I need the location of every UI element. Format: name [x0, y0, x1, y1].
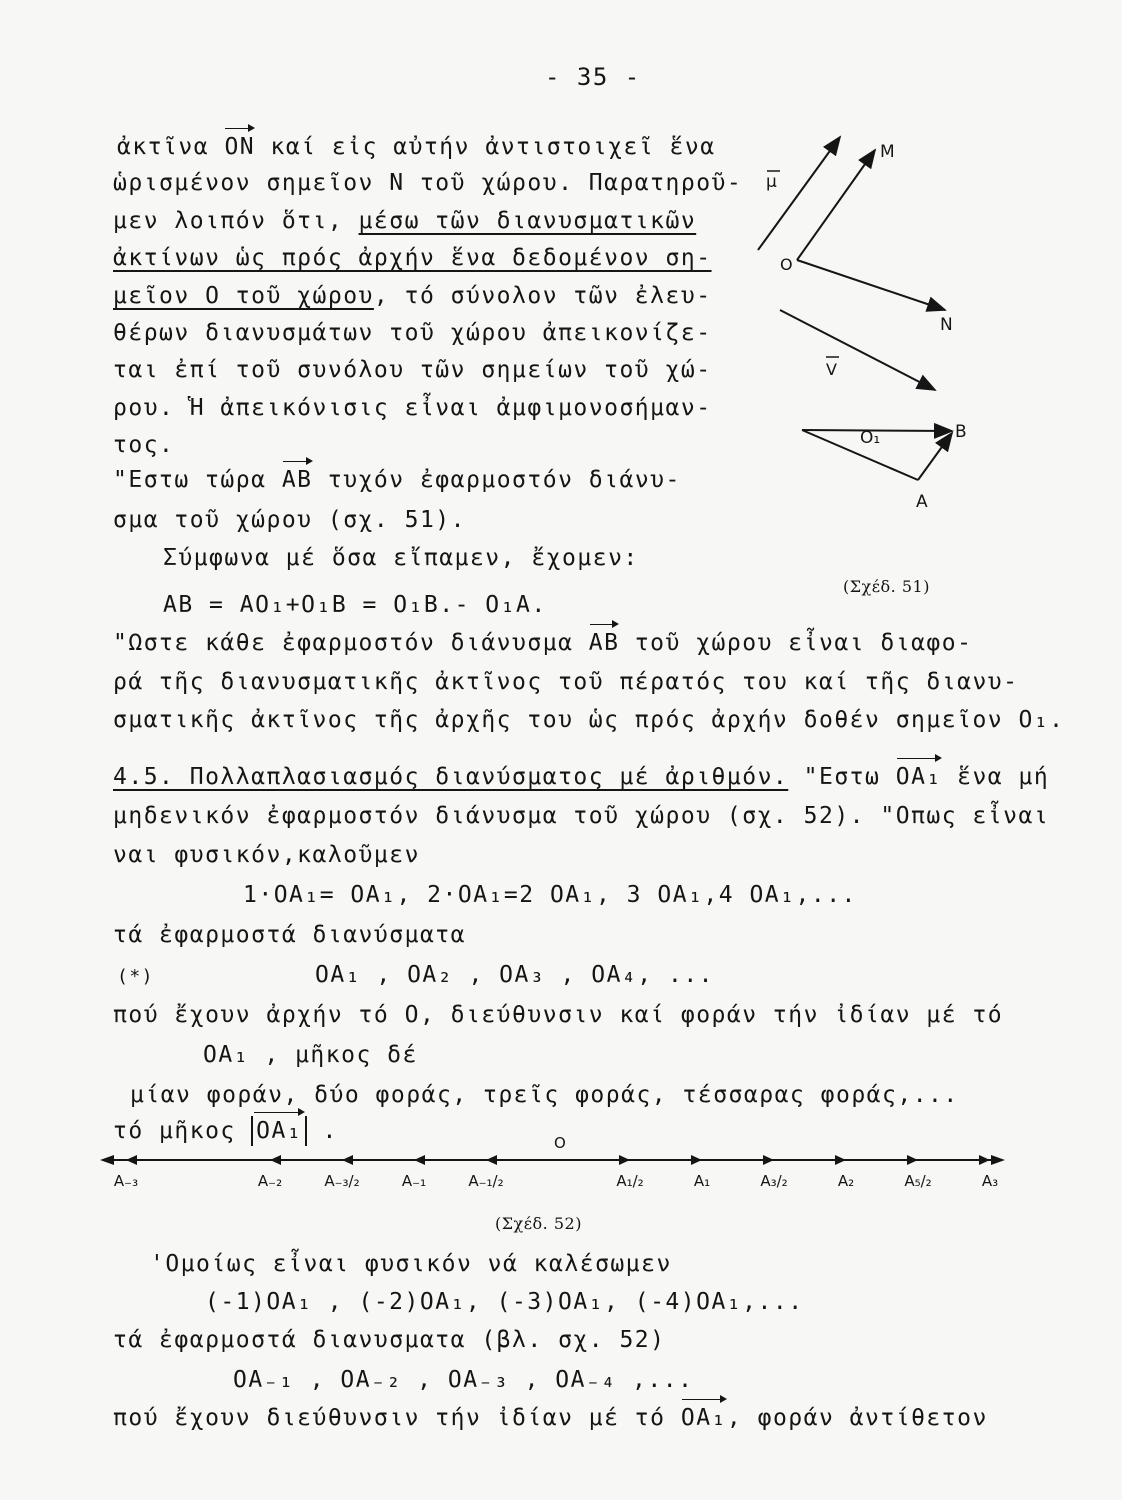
text-line-9: τος.	[113, 432, 175, 458]
point-label-2: A₋₃/₂	[324, 1172, 360, 1190]
label-O: O	[780, 255, 793, 274]
point-label-3: A₋₁	[401, 1172, 427, 1190]
free-vector-v	[780, 310, 935, 390]
text-line-2: ὡρισμένον σημεῖον Ν τοῦ χώρου. Παρατηροῦ-	[113, 170, 743, 196]
star-marker: (*)	[117, 966, 155, 987]
label-v: V	[826, 360, 837, 379]
point-arrow-0	[126, 1155, 137, 1165]
vector-AB-arrow	[918, 433, 952, 480]
text-line-15: σματικῆς ἀκτῖνος τῆς ἀρχῆς του ὡς πρός ἀρχήν δοθέν σημεῖον Ο₁.	[113, 707, 1065, 733]
axis-right-arrow	[991, 1155, 1005, 1165]
label-M: M	[880, 142, 895, 162]
text-line-27: 'Ομοίως εἶναι φυσικόν νά καλέσωμεν	[150, 1251, 672, 1277]
equation-multiples: 1·ΟΑ₁= ΟΑ₁, 2·ΟΑ₁=2 ΟΑ₁, 3 ΟΑ₁,4 ΟΑ₁,...	[243, 882, 857, 908]
point-arrow-1	[270, 1155, 281, 1165]
text-line-18: ναι φυσικόν,καλοῦμεν	[113, 842, 420, 868]
text-line-5: μεῖον Ο τοῦ χώρου, τό σύνολον τῶν ἐλευ-	[113, 283, 712, 309]
point-label-4: A₋₁/₂	[468, 1172, 504, 1190]
text-line-4: ἀκτίνων ὡς πρός ἀρχήν ἕνα δεδομένον ση-	[113, 245, 712, 271]
point-label-0: A₋₃	[113, 1172, 139, 1190]
text-line-24: ΟΑ₁ , μῆκος δέ	[203, 1042, 418, 1068]
text-line-17: μηδενικόν ἐφαρμοστόν διάνυσμα τοῦ χώρου (σχ. 52). "Οπως εἶναι	[113, 803, 1050, 829]
text-line-6: θέρων διανυσμάτων τοῦ χώρου ἀπεικονίζε-	[113, 320, 712, 346]
point-label-5: A₁/₂	[616, 1172, 644, 1190]
text-line-31: πού ἔχουν διεύθυνσιν τήν ἰδίαν μέ τό ΟΑ₁, φοράν ἀντίθετον	[113, 1405, 988, 1431]
point-arrow-6	[691, 1155, 702, 1165]
vector-list: ΟΑ₁ , ΟΑ₂ , ΟΑ₃ , ΟΑ₄, ...	[315, 962, 715, 988]
label-B: B	[955, 422, 967, 442]
text-line-23: πού ἔχουν ἀρχήν τό Ο, διεύθυνσιν καί φοράν τήν ἰδίαν μέ τό	[113, 1002, 1004, 1028]
equation-AB: ΑΒ = ΑΟ₁+Ο₁Β = Ο₁Β.- Ο₁Α.	[163, 592, 547, 618]
free-vector-mu	[758, 137, 840, 250]
point-label-9: A₅/₂	[904, 1172, 932, 1190]
text-line-1: ἀκτῖνα ΟΝ καί εἰς αὐτήν ἀντιστοιχεῖ ἕνα	[117, 134, 716, 160]
norm-OA1: ΟΑ₁	[251, 1116, 307, 1146]
fig51-caption: (Σχέδ. 51)	[843, 577, 930, 596]
origin-label: O	[554, 1134, 566, 1152]
axis-left-arrow	[100, 1155, 114, 1165]
text-line-13: "Ωστε κάθε ἐφαρμοστόν διάνυσμα ΑΒ τοῦ χώρου εἶναι διαφο-	[113, 630, 973, 656]
point-arrow-3	[414, 1155, 425, 1165]
text-line-20: τά ἐφαρμοστά διανύσματα	[113, 922, 466, 948]
point-arrow-2	[342, 1155, 353, 1165]
point-label-7: A₃/₂	[760, 1172, 788, 1190]
point-label-10: A₃	[981, 1172, 999, 1190]
label-A: A	[916, 492, 928, 512]
vector-AB-2: ΑΒ	[588, 630, 620, 656]
vector-ON: ΟΝ	[224, 134, 256, 160]
point-label-8: A₂	[837, 1172, 855, 1190]
text-line-14: ρά τῆς διανυσματικῆς ἀκτῖνος τοῦ πέρατός του καί τῆς διανυ-	[113, 669, 1019, 695]
point-arrow-10	[979, 1155, 990, 1165]
vector-OM	[797, 150, 875, 260]
text-line-10: "Εστω τώρα ΑΒ τυχόν ἐφαρμοστόν διάνυ-	[113, 467, 681, 493]
fig51-diagram	[740, 125, 990, 525]
point-label-6: A₁	[693, 1172, 711, 1190]
label-mu: μ	[766, 172, 777, 192]
text-line-3: μεν λοιπόν ὅτι, μέσω τῶν διανυσματικῶν	[113, 208, 697, 234]
text-line-8: ρου. Ἡ ἀπεικόνισις εἶναι ἀμφιμονοσήμαν-	[113, 395, 712, 421]
negative-vector-list: ΟΑ₋₁ , ΟΑ₋₂ , ΟΑ₋₃ , ΟΑ₋₄ ,...	[233, 1367, 694, 1393]
vector-OA1-2: ΟΑ₁	[680, 1405, 727, 1431]
text-line-12: Σύμφωνα μέ ὅσα εἴπαμεν, ἔχομεν:	[163, 545, 639, 571]
text-line-29: τά ἐφαρμοστά διανυσματα (βλ. σχ. 52)	[113, 1327, 666, 1353]
point-arrow-9	[907, 1155, 918, 1165]
point-label-1: A₋₂	[257, 1172, 283, 1190]
text-line-26: τό μῆκος ΟΑ₁ .	[113, 1118, 338, 1144]
section-heading: 4.5. Πολλαπλασιασμός διανύσματος μέ ἀριθμόν. "Εστω ΟΑ₁ ἕνα μή	[113, 764, 1050, 790]
vector-OA1: ΟΑ₁	[895, 764, 942, 790]
point-arrow-8	[835, 1155, 846, 1165]
point-arrow-5	[619, 1155, 630, 1165]
page-number: - 35 -	[545, 63, 641, 91]
label-N: N	[940, 315, 953, 335]
text-line-7: ται ἐπί τοῦ συνόλου τῶν σημείων τοῦ χώ-	[113, 357, 712, 383]
point-arrow-7	[763, 1155, 774, 1165]
label-O1: O₁	[860, 428, 881, 448]
text-line-11: σμα τοῦ χώρου (σχ. 51).	[113, 507, 466, 533]
text-line-25: μίαν φοράν, δύο φοράς, τρεῖς φοράς, τέσσαρας φοράς,...	[130, 1082, 959, 1108]
vector-AB: ΑΒ	[281, 467, 313, 493]
fig52-caption: (Σχέδ. 52)	[495, 1214, 582, 1233]
negative-multiples: (-1)ΟΑ₁ , (-2)ΟΑ₁, (-3)ΟΑ₁, (-4)ΟΑ₁,...	[205, 1289, 804, 1315]
vector-ON-arrow	[797, 260, 945, 310]
point-arrow-4	[486, 1155, 497, 1165]
